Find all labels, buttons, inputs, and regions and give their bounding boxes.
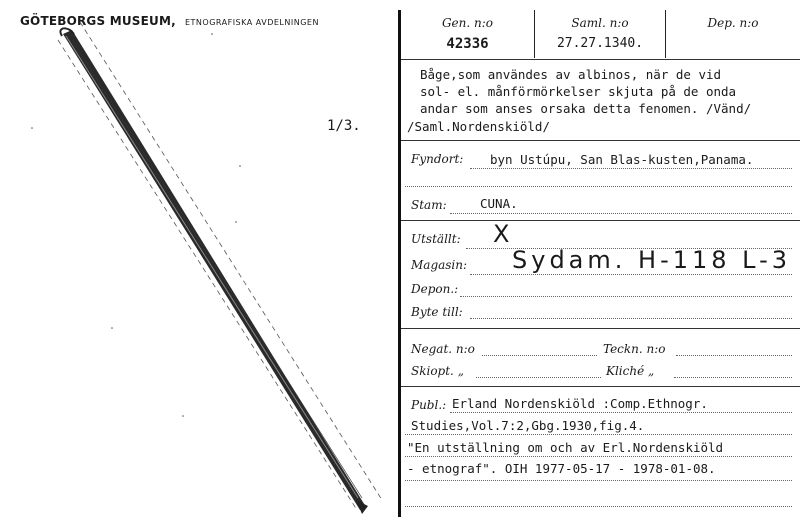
department-name: ETNOGRAFISKA AVDELNINGEN bbox=[184, 18, 319, 27]
magasin-value: Sydam. H-118 L-3 bbox=[512, 246, 792, 274]
gen-value: 42336 bbox=[446, 36, 489, 52]
museum-name: GÖTEBORGS MUSEUM, bbox=[20, 14, 176, 28]
publ-line-2: Studies,Vol.7:2,Gbg.1930,fig.4. bbox=[411, 418, 645, 433]
fyndort-value: byn Ustúpu, San Blas-kusten,Panama. bbox=[490, 152, 754, 167]
utstallt-value: X bbox=[493, 220, 514, 248]
publ-label: Publ.: bbox=[411, 398, 447, 412]
byte-till-label: Byte till: bbox=[411, 305, 463, 319]
scale-label: 1/3. bbox=[327, 118, 361, 134]
dep-label: Dep. n:o bbox=[707, 16, 759, 30]
stam-bottom-rule bbox=[401, 220, 800, 221]
utstallt-label: Utställt: bbox=[411, 232, 461, 246]
saml-number-cell bbox=[535, 10, 666, 58]
saml-value: 27.27.1340. bbox=[556, 36, 644, 51]
depon-label: Depon.: bbox=[411, 282, 459, 296]
byte-bottom-rule bbox=[401, 328, 800, 329]
fyndort-label: Fyndort: bbox=[411, 152, 464, 166]
publ-line-3: "En utställning om och av Erl.Nordenskiöld bbox=[407, 440, 724, 455]
header-bottom-rule bbox=[401, 59, 800, 60]
description-bottom-rule bbox=[401, 140, 800, 141]
publ-line-1: Erland Nordenskiöld :Comp.Ethnogr. bbox=[452, 396, 708, 411]
dep-number-cell bbox=[666, 10, 800, 58]
description-line-4: /Saml.Nordenskiöld/ bbox=[407, 119, 550, 134]
publ-line-4: - etnograf". OIH 1977-05-17 - 1978-01-08. bbox=[407, 461, 716, 476]
gen-label: Gen. n:o bbox=[441, 16, 494, 30]
description-line-2: sol- el. månförmörkelser skjuta på de onda bbox=[420, 84, 737, 99]
negat-label: Negat. n:o bbox=[411, 342, 475, 356]
description-line-3: andar som anses orsaka detta fenomen. /Vänd/ bbox=[420, 101, 752, 116]
stam-label: Stam: bbox=[411, 198, 447, 212]
stam-value: CUNA. bbox=[480, 196, 518, 211]
bow-illustration bbox=[0, 0, 398, 517]
kliche-bottom-rule bbox=[401, 386, 800, 387]
teckn-label: Teckn. n:o bbox=[603, 342, 666, 356]
saml-label: Saml. n:o bbox=[571, 16, 629, 30]
magasin-label: Magasin: bbox=[411, 258, 468, 272]
outline-dash-left bbox=[58, 40, 357, 510]
bow-highlight bbox=[66, 36, 358, 498]
bow-string bbox=[72, 40, 362, 498]
card-left-border bbox=[398, 10, 401, 517]
skiopt-label: Skiopt. „ bbox=[411, 364, 464, 378]
kliche-label: Kliché „ bbox=[606, 364, 655, 378]
outline-dash-right bbox=[80, 22, 382, 500]
gen-number-cell bbox=[401, 10, 535, 58]
description-line-1: Båge,som användes av albinos, när de vid bbox=[420, 67, 722, 82]
